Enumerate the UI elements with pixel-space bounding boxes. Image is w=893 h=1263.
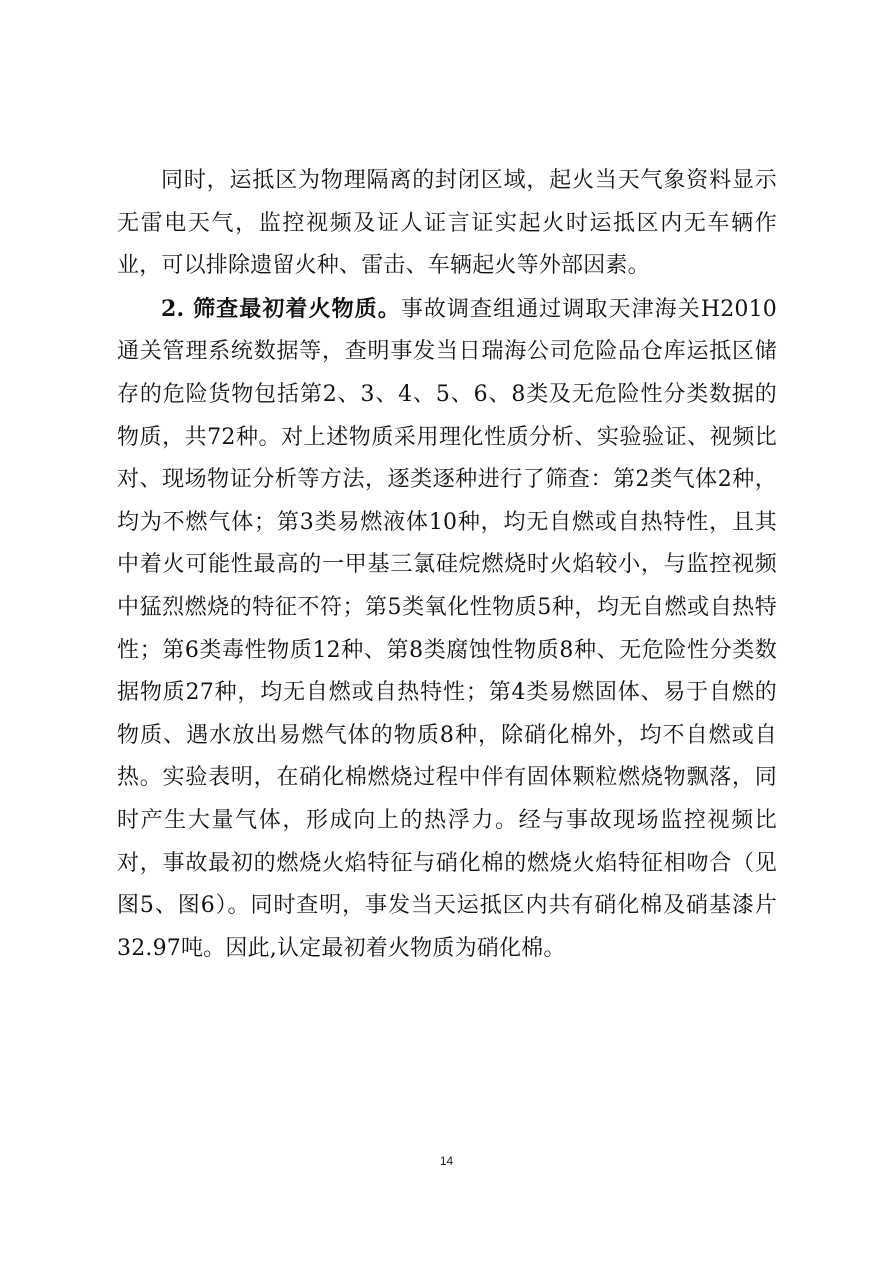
page-number: 14 [439, 1154, 454, 1168]
paragraph-text: 事故调查组通过调取天津海关H2010通关管理系统数据等，查明事发当日瑞海公司危险品仓库运抵区储存的危险货物包括第2、3、4、5、6、8类及无危险性分类数据的物质，共72种。对上述物质采用理化性质分析、实验验证、视频比对、现场物证分析等方法，逐类逐种进行了筛查：第2类气体2种，均为不燃气体；第3类易燃液体10种，均无自燃或自热特性，且其中着火可能性最高的一甲基三氯硅烷燃烧时火焰较小，与监控视频中猛烈燃烧的特征不符；第5类氧化性物质5种，均无自燃或自热特性；第6类毒性物质12种、第8类腐蚀性物质8种、无危险性分类数据物质27种，均无自燃或自热特性；第4类易燃固体、易于自燃的物质、遇水放出易燃气体的物质8种，除硝化棉外，均不自燃或自热。实验表明，在硝化棉燃烧过程中伴有固体颗粒燃烧物飘落，同时产生大量气体，形成向上的热浮力。经与事故现场监控视频比对，事故最初的燃烧火焰特征与硝化棉的燃烧火焰特征相吻合（见图5、图6）。同时查明，事发当天运抵区内共有硝化棉及硝基漆片32.97吨。因此,认定最初着火物质为硝化棉。 [117, 296, 777, 961]
section-heading: 2. 筛查最初着火物质。 [161, 295, 401, 322]
paragraph-external-factors [117, 160, 777, 288]
body-text [117, 160, 777, 970]
paragraph-text: 同时，运抵区为物理隔离的封闭区域，起火当天气象资料显示无雷电天气，监控视频及证人证言证实起火时运抵区内无车辆作业，可以排除遗留火种、雷击、车辆起火等外部因素。 [117, 168, 777, 279]
paragraph-screening [117, 288, 777, 971]
